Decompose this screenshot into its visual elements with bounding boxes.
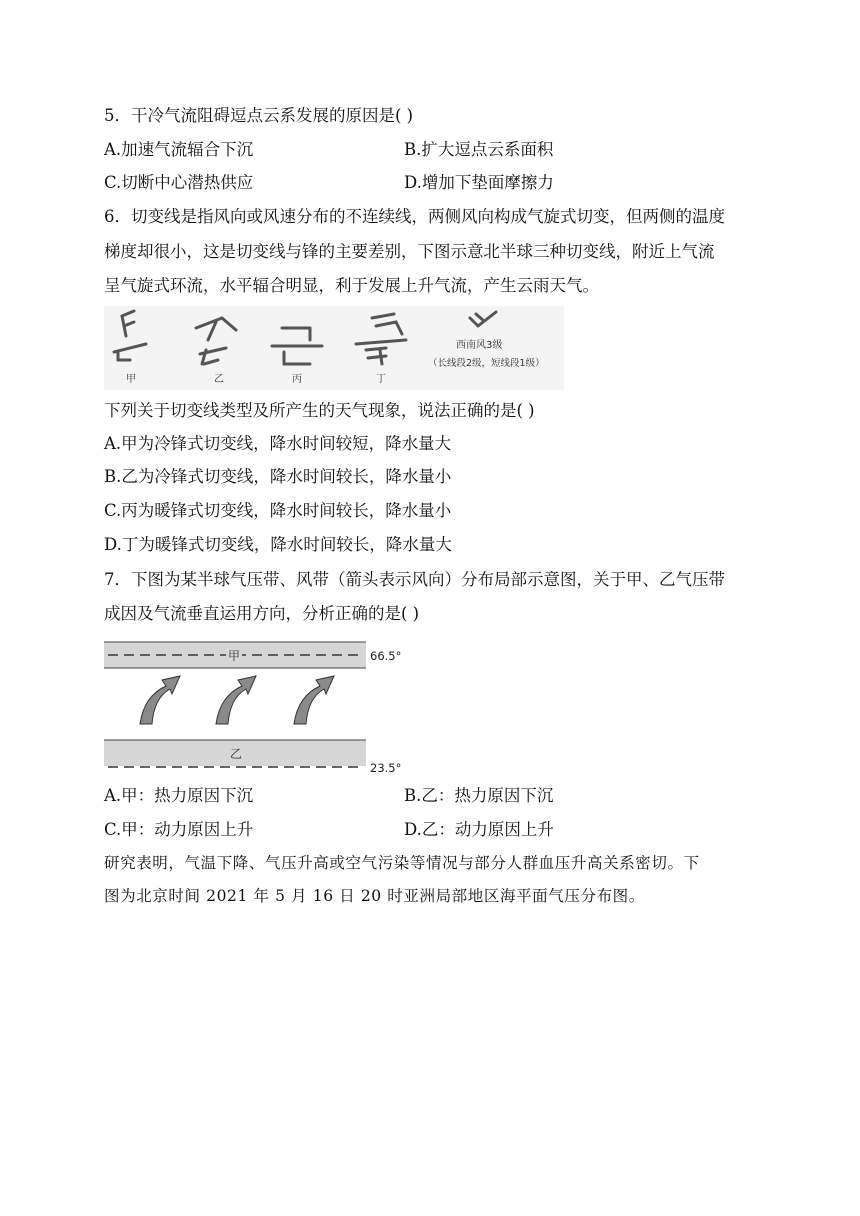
q5-stem: 5．干冷气流阻碍逗点云系发展的原因是( ) — [104, 106, 414, 125]
q6-intro-line-2: 梯度却很小，这是切变线与锋的主要差别，下图示意北半球三种切变线，附近上气流 — [104, 242, 715, 261]
wind-arrows — [140, 676, 334, 724]
legend-note: （长线段2级，短线段1级） — [428, 358, 545, 369]
q6-intro-line-1: 6．切变线是指风向或风速分布的不连续线，两侧风向构成气旋式切变，但两侧的温度 — [104, 207, 725, 226]
label-bing: 丙 — [292, 374, 302, 385]
q7-intro-line-2: 成因及气流垂直运用方向，分析正确的是( ) — [104, 604, 420, 623]
pressure-belt-figure — [104, 634, 404, 776]
wind-arrow-icon — [216, 676, 256, 724]
q7-option-c: C.甲：动力原因上升 — [104, 820, 254, 839]
q6-option-a: A.甲为冷锋式切变线，降水时间较短，降水量大 — [104, 434, 452, 453]
q5-option-a: A.加速气流辐合下沉 — [104, 140, 254, 159]
q6-option-b: B.乙为冷锋式切变线，降水时间较长，降水量小 — [104, 467, 452, 486]
belt-label-yi: 乙 — [229, 747, 243, 761]
q5-option-b: B.扩大逗点云系面积 — [404, 140, 554, 159]
label-yi: 乙 — [214, 374, 224, 385]
q7-intro-line-1: 7．下图为某半球气压带、风带（箭头表示风向）分布局部示意图，关于甲、乙气压带 — [104, 570, 725, 589]
legend-title: 西南风3级 — [456, 340, 503, 351]
q5-option-c: C.切断中心潜热供应 — [104, 173, 254, 192]
q5-option-d: D.增加下垫面摩擦力 — [404, 173, 554, 192]
q7-option-d: D.乙：动力原因上升 — [404, 820, 554, 839]
latitude-66-5: 66.5° — [370, 649, 402, 663]
label-ding: 丁 — [376, 374, 386, 385]
belt-label-jia: 甲 — [227, 649, 241, 663]
latitude-23-5: 23.5° — [370, 761, 402, 775]
q6-option-c: C.丙为暖锋式切变线，降水时间较长，降水量小 — [104, 501, 452, 520]
wind-arrow-icon — [294, 676, 334, 724]
wind-arrow-icon — [140, 676, 180, 724]
material-line-2: 图为北京时间 2021 年 5 月 16 日 20 时亚洲局部地区海平面气压分布图。 — [104, 887, 645, 905]
label-jia: 甲 — [126, 374, 136, 385]
q7-option-b: B.乙：热力原因下沉 — [404, 786, 554, 805]
shear-line-figure — [104, 306, 564, 390]
q7-option-a: A.甲：热力原因下沉 — [104, 786, 254, 805]
q6-stem: 下列关于切变线类型及所产生的天气现象，说法正确的是( ) — [104, 401, 535, 420]
q6-intro-line-3: 呈气旋式环流，水平辐合明显，利于发展上升气流，产生云雨天气。 — [104, 276, 599, 295]
material-line-1: 研究表明，气温下降、气压升高或空气污染等情况与部分人群血压升高关系密切。下 — [104, 854, 700, 872]
q6-option-d: D.丁为暖锋式切变线，降水时间较长，降水量大 — [104, 535, 452, 554]
